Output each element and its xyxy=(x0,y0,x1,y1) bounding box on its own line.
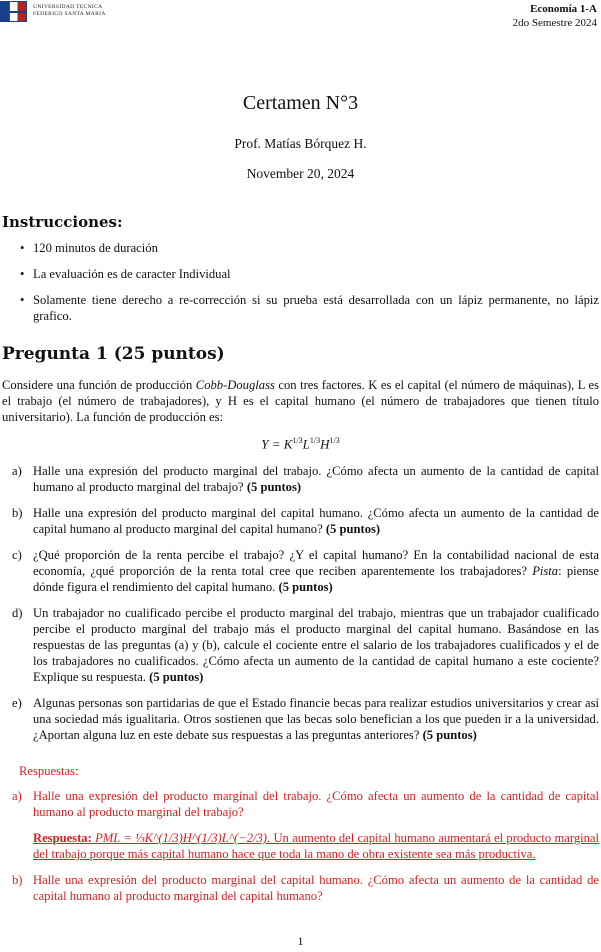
question-part-b: b) Halle una expresión del producto marginal del capital humano. ¿Cómo afecta un aumento de la cantidad de capital humano al producto marginal del capital humano? (5 puntos) xyxy=(12,506,599,536)
question-part-e: e) Algunas personas son partidarias de que el Estado financie becas para realizar estudios universitarios y crear así una sociedad más igualitaria. Otros sostienen que las becas solo benefician a los que pueden ir a la universidad. ¿Aportan alguna luz en este debate sus respuestas a las preguntas anteriores? (5 puntos) xyxy=(12,696,599,742)
instruction-item: • 120 minutos de duración xyxy=(0,240,601,256)
answers-heading: Respuestas: xyxy=(19,764,79,778)
answer-a xyxy=(0,830,601,862)
course-header xyxy=(513,2,597,30)
instructions-list xyxy=(0,240,601,334)
answer-question-b: b) Halle una expresión del producto marginal del capital humano. ¿Cómo afecta un aumento de la cantidad de capital humano al producto marginal del capital humano? xyxy=(12,873,599,903)
university-name: UNIVERSIDAD TECNICA FEDERICO SANTA MARIA xyxy=(33,4,106,17)
question-parts xyxy=(0,463,601,743)
answer-formula: PML = ⅓K^(1/3)H^(1/3)L^(−2/3). xyxy=(95,831,271,845)
question-intro: Considere una función de producción Cobb-Douglass con tres factores. K es el capital (el número de máquinas), L es el trabajo (el número de trabajadores), y H es el capital humano (el número de trabajadores que tienen título universitario). La función de producción es: xyxy=(2,378,600,424)
question-part-d: d) Un trabajador no cualificado percibe el producto marginal del trabajo, mientras que un trabajador cualificado percibe el producto marginal del trabajo más el producto marginal del capital humano. Basándose en las respuestas de las preguntas (a) y (b), calcule el cociente entre el salario de los trabajadores cualificados y el de los trabajadores no cualificados. ¿Cómo afecta un aumento de la cantidad de capital humano a este cociente? Explique su respuesta. (5 puntos) xyxy=(12,606,599,684)
instruction-item: • Solamente tiene derecho a re-corrección si su prueba está desarrollada con un lápiz permanente, no lápiz grafico. xyxy=(0,292,601,324)
question-part-c: c) ¿Qué proporción de la renta percibe el trabajo? ¿Y el capital humano? En la contabilidad nacional de esta economía, ¿qué proporción de la renta total cree que reciben aparentemente los trabajadores? Pista: piense dónde figura el rendimiento del capital humano. (5 puntos) xyxy=(12,548,600,594)
answer-question-a: a) Halle una expresión del producto marginal del trabajo. ¿Cómo afecta un aumento de la cantidad de capital humano al producto marginal del trabajo? xyxy=(12,789,599,819)
production-function: $Y = K^{1/3}L^{1/3}H^{1/3}$ xyxy=(261,436,340,452)
exam-title: Certamen N°3 xyxy=(242,92,359,114)
question-heading: Pregunta 1 (25 puntos) xyxy=(2,344,225,364)
course-name: Economía 1-A xyxy=(530,3,597,15)
question-part-a: a) Halle una expresión del producto marginal del trabajo. ¿Cómo afecta un aumento de la cantidad de capital humano al producto marginal del trabajo? (5 puntos) xyxy=(12,464,599,494)
exam-date: November 20, 2024 xyxy=(246,166,355,181)
answer-text: Un aumento del capital humano aumentará el producto marginal del trabajo porque más capital humano hace que toda la mano de obra existente sea más productiva. xyxy=(33,831,599,861)
instruction-item: • La evaluación es de caracter Individual xyxy=(0,266,601,282)
university-shield-icon xyxy=(0,1,27,22)
page-number: 1 xyxy=(297,934,304,948)
answer-label: Respuesta: xyxy=(33,831,92,845)
semester: 2do Semestre 2024 xyxy=(512,17,597,29)
instructions-heading: Instrucciones: xyxy=(2,213,123,231)
answers-list xyxy=(0,788,601,904)
university-logo xyxy=(0,0,106,22)
professor-name: Prof. Matías Bórquez H. xyxy=(234,136,367,151)
